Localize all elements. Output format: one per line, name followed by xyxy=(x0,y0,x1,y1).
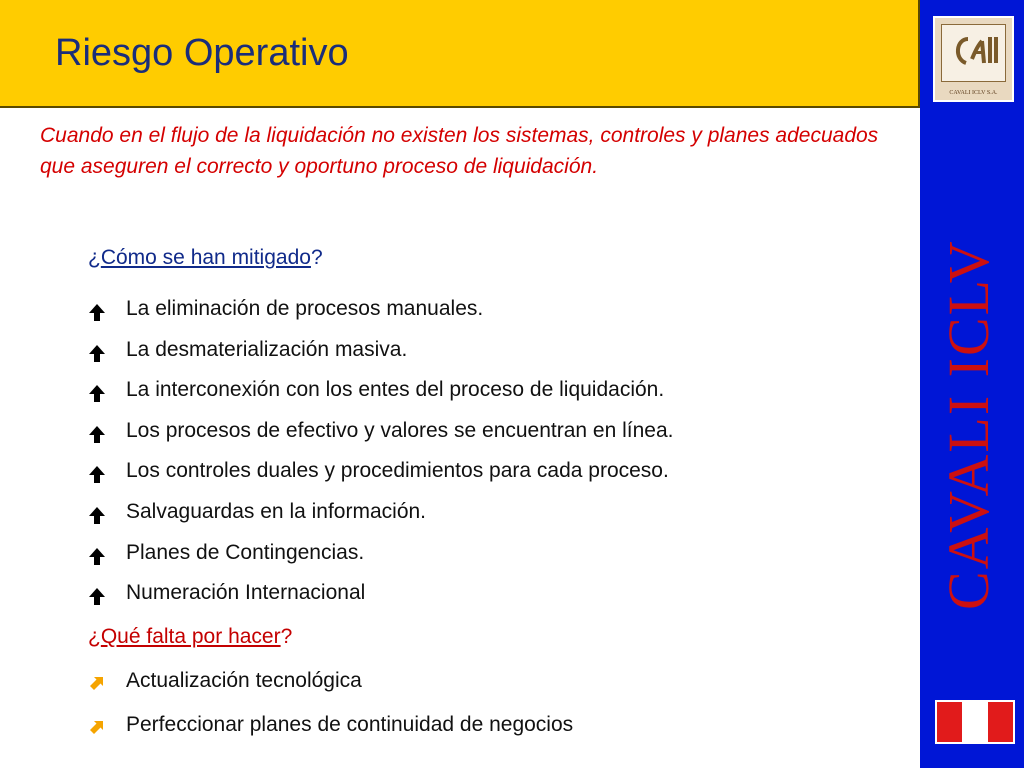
question-text: Cómo se han mitigado xyxy=(100,246,311,269)
list-item: Los controles duales y procedimientos para cada proceso. xyxy=(86,458,674,499)
up-arrow-bullet-icon xyxy=(86,301,108,323)
question-open-mark: ¿ xyxy=(88,625,101,648)
question-open-mark: ¿ xyxy=(88,246,101,269)
up-arrow-bullet-icon xyxy=(86,545,108,567)
list-item: La eliminación de procesos manuales. xyxy=(86,296,674,337)
up-arrow-bullet-icon xyxy=(86,585,108,607)
list-item: Perfeccionar planes de continuidad de negocios xyxy=(86,712,573,756)
list-item: Los procesos de efectivo y valores se encuentran en línea. xyxy=(86,418,674,459)
diagonal-arrow-bullet-icon xyxy=(86,717,108,739)
list-item: La desmaterialización masiva. xyxy=(86,337,674,378)
intro-text: Cuando en el flujo de la liquidación no existen los sistemas, controles y planes adecuados que aseguren el correcto y oportuno proceso de liquidación. xyxy=(40,124,879,178)
up-arrow-bullet-icon xyxy=(86,423,108,445)
slide-title: Riesgo Operativo xyxy=(55,32,349,74)
up-arrow-bullet-icon xyxy=(86,382,108,404)
diagonal-arrow-bullet-icon xyxy=(86,673,108,695)
logo-caption: CAVALI ICLV S.A. xyxy=(949,90,998,96)
question-text: Qué falta por hacer xyxy=(100,625,281,648)
list-item: La interconexión con los entes del proceso de liquidación. xyxy=(86,377,674,418)
list-item: Numeración Internacional xyxy=(86,580,674,621)
up-arrow-bullet-icon xyxy=(86,504,108,526)
question-close-mark: ? xyxy=(280,625,293,648)
question-close-mark: ? xyxy=(310,246,323,269)
list-item: Salvaguardas en la información. xyxy=(86,499,674,540)
up-arrow-bullet-icon xyxy=(86,463,108,485)
title-bar xyxy=(0,0,920,108)
logo-box xyxy=(933,16,1014,102)
list-item: Actualización tecnológica xyxy=(86,668,573,712)
list-item: Planes de Contingencias. xyxy=(86,540,674,581)
question-mitigated xyxy=(88,245,323,271)
mitigation-list xyxy=(86,296,674,621)
cavali-logo-icon xyxy=(941,24,1006,82)
question-pending xyxy=(88,624,292,650)
vertical-brand-text: CAVALI ICLV xyxy=(936,239,1001,610)
peru-flag-icon xyxy=(935,700,1015,744)
sidebar xyxy=(920,0,1024,768)
up-arrow-bullet-icon xyxy=(86,342,108,364)
pending-list xyxy=(86,668,573,756)
